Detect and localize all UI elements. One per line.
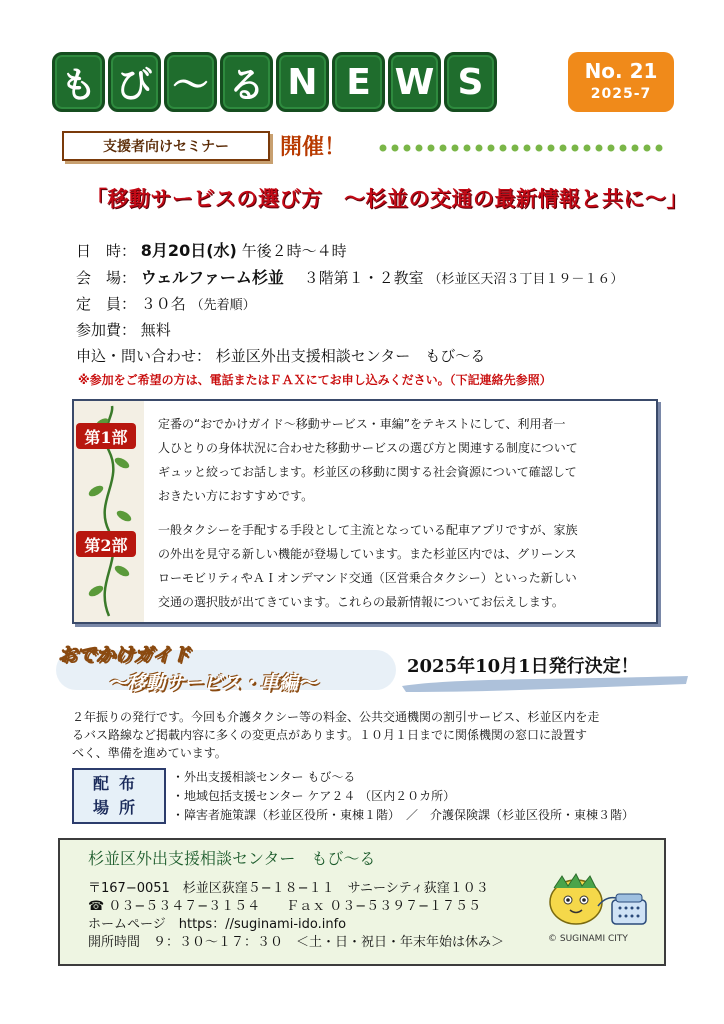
brush-stroke xyxy=(398,672,692,694)
info-fee-row xyxy=(76,320,171,340)
venue-address: （杉並区天沼３丁目１９－１６） xyxy=(428,272,624,287)
capacity-value: ３０名 xyxy=(140,295,186,313)
kaisai-label: 開催！ xyxy=(280,135,347,160)
guide-line: ２年振りの発行です。今回も介護タクシー等の料金、公共交通機関の割引サービス、杉並区内を走 xyxy=(72,710,600,724)
distribution-label-1: 配布 xyxy=(92,774,145,793)
footer-hours: 開所時間 ９：３０〜１７：３０ ＜土・日・祝日・年末年始は休み＞ xyxy=(88,935,505,950)
title-char: 〜 xyxy=(164,52,217,112)
copyright-text: © SUGINAMI CITY xyxy=(548,934,628,944)
guide-description xyxy=(72,708,662,762)
info-contact-row xyxy=(76,346,485,366)
footer-phone: ☎ ０３−５３４７−３１５４ Ｆａｘ ０３−５３９７−１７５５ xyxy=(88,899,482,914)
title-char: E xyxy=(332,52,385,112)
distribution-label-2: 場所 xyxy=(92,798,145,817)
distribution-item: ・地域包括支援センター ケア２４ （区内２０カ所） xyxy=(172,789,456,803)
title-char: も xyxy=(52,52,105,112)
publish-decided: 2025年10月1日発行決定！ xyxy=(407,656,639,677)
seminar-headline: 「移動サービスの選び方 〜杉並の交通の最新情報と共に〜」 xyxy=(86,186,688,211)
title-char: N xyxy=(276,52,329,112)
guide-title-line2: 〜移動サービス・車編〜 xyxy=(108,672,318,694)
seminar-tag: 支援者向けセミナー xyxy=(62,131,270,161)
apply-notice: ※参加をご希望の方は、電話またはＦＡＸにてお申し込みください。（下記連絡先参照） xyxy=(78,373,552,387)
title-banner xyxy=(52,52,557,112)
part1-line: おきたい方におすすめです。 xyxy=(158,489,314,503)
part2-line: 交通の選択肢が出てきています。これらの最新情報についてお伝えします。 xyxy=(158,595,564,609)
part1-line: 定番の“おでかけガイド〜移動サービス・車編”をテキストにして、利用者一 xyxy=(158,417,566,431)
dotted-divider xyxy=(378,143,672,153)
capacity-note: （先着順） xyxy=(190,298,256,313)
part2-line: ローモビリティやＡＩオンデマンド交通（区営乗合タクシー）といった新しい xyxy=(158,571,577,585)
guide-line: るバス路線など掲載内容に多くの変更点があります。１０月１日までに関係機関の窓口に設置す xyxy=(72,728,588,742)
footer-address: 〒167−0051 杉並区荻窪５−１８−１１ サニーシティ荻窪１０３ xyxy=(88,881,489,896)
distribution-item: ・障害者施策課（杉並区役所・東棟１階） ／ 介護保険課（杉並区役所・東棟３階） xyxy=(172,808,635,822)
venue-room: ３階第１・２教室 xyxy=(288,269,424,287)
title-char: る xyxy=(220,52,273,112)
footer-title: 杉並区外出支援相談センター もび〜る xyxy=(88,849,376,868)
part1-badge: 第1部 xyxy=(76,423,136,449)
part1-line: ギュッと絞ってお話します。杉並区の移動に関する社会資源について確認して xyxy=(158,465,577,479)
distribution-list xyxy=(172,768,634,825)
part2-line: の外出を見守る新しい機能が登場しています。また杉並区内では、グリーンス xyxy=(158,547,577,561)
footer-homepage: ホームページ https：//suginami-ido.info xyxy=(88,917,347,932)
issue-badge xyxy=(568,52,674,112)
contact-label: 申込・問い合わせ： xyxy=(76,347,212,365)
part2-badge: 第2部 xyxy=(76,531,136,557)
distribution-label-box xyxy=(72,768,166,824)
date-value: 8月20日(水) xyxy=(140,241,237,260)
date-time: 午後２時〜４時 xyxy=(241,242,347,260)
part2-line: 一般タクシーを手配する手段として主流となっている配車アプリですが、家族 xyxy=(158,523,578,537)
part2-text xyxy=(158,518,648,614)
date-label: 日 時： xyxy=(76,242,137,260)
distribution-item: ・外出支援相談センター もび〜る xyxy=(172,770,356,784)
issue-number: No. 21 xyxy=(584,59,658,83)
venue-label: 会 場： xyxy=(76,269,137,287)
info-capacity-row xyxy=(76,294,256,316)
part1-line: 人ひとりの身体状況に合わせた移動サービスの選び方と関連する制度について xyxy=(158,441,578,455)
fee-value: 無料 xyxy=(140,321,171,339)
fee-label: 参加費： xyxy=(76,321,137,339)
info-date-row xyxy=(76,241,347,261)
mascot-icon xyxy=(540,866,652,932)
info-venue-row xyxy=(76,268,623,290)
contact-value: 杉並区外出支援相談センター もび〜る xyxy=(215,347,486,365)
venue-value: ウェルファーム杉並 xyxy=(140,268,284,287)
title-char: び xyxy=(108,52,161,112)
title-char: S xyxy=(444,52,497,112)
guide-title-line1: おでかけガイド xyxy=(58,644,191,666)
capacity-label: 定 員： xyxy=(76,295,137,313)
guide-line: べく、準備を進めています。 xyxy=(72,746,227,760)
issue-date: 2025-7 xyxy=(590,86,652,102)
part1-text xyxy=(158,412,648,508)
title-char: W xyxy=(388,52,441,112)
